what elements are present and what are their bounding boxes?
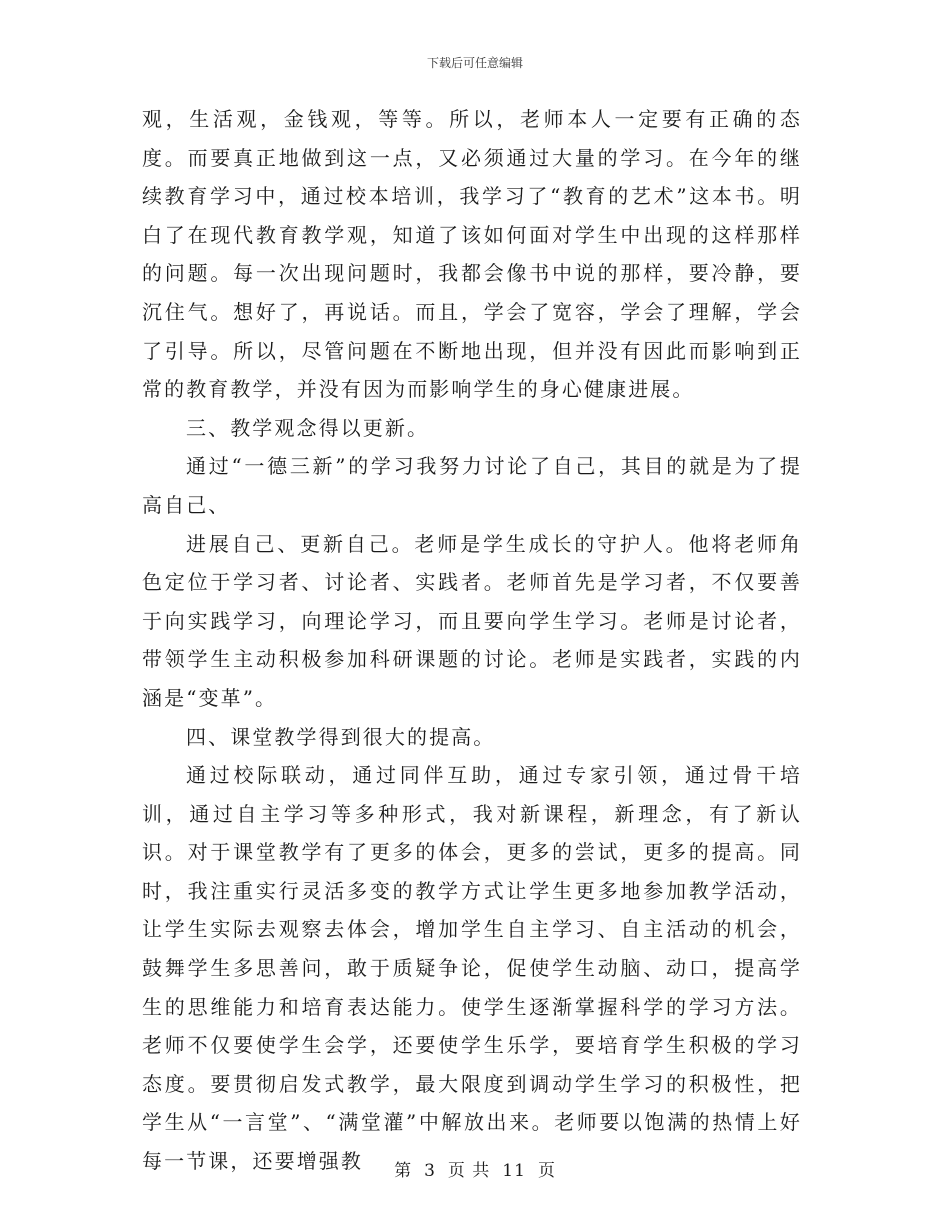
paragraph-4: 通过校际联动，通过同伴互助，通过专家引领，通过骨干培训，通过自主学习等多种形式，我对新课程，新理念，有了新认识。对于课堂教学有了更多的体会，更多的尝试，更多的提高。同时，我注重实行灵活多变的教学方式让学生更多地参加教学活动，让学生实际去观察去体会，增加学生自主学习、自主活动的机会，鼓舞学生多思善问，敢于质疑争论，促使学生动脑、动口，提高学生的思维能力和培育表达能力。使学生逐渐掌握科学的学习方法。老师不仅要使学生会学，还要使学生乐学，要培育学生积极的学习态度。要贯彻启发式教学，最大限度到调动学生学习的积极性，把学生从“一言堂”、“满堂灌”中解放出来。老师要以饱满的热情上好每一节课，还要增强教: [142, 763, 802, 1174]
section-heading-3: 三、教学观念得以更新。: [186, 415, 430, 440]
page-footer: [0, 1156, 950, 1181]
document-body: [142, 100, 802, 1181]
footer-suffix: 页: [537, 1161, 556, 1181]
footer-middle: 页 共: [447, 1161, 491, 1181]
paragraph-1: 观，生活观，金钱观，等等。所以，老师本人一定要有正确的态度。而要真正地做到这一点，又必须通过大量的学习。在今年的继续教育学习中，通过校本培训，我学习了“教育的艺术”这本书。明白了在现代教育教学观，知道了该如何面对学生中出现的这样那样的问题。每一次出现问题时，我都会像书中说的那样，要冷静，要沉住气。想好了，再说话。而且，学会了宽容，学会了理解，学会了引导。所以，尽管问题在不断地出现，但并没有因此而影响到正常的教育教学，并没有因为而影响学生的身心健康进展。: [142, 107, 802, 402]
footer-prefix: 第: [394, 1161, 413, 1181]
footer-total-pages: 11: [502, 1161, 526, 1181]
section-heading-4: 四、课堂教学得到很大的提高。: [186, 724, 496, 749]
footer-current-page: 3: [424, 1161, 436, 1181]
paragraph-3: 进展自己、更新自己。老师是学生成长的守护人。他将老师角色定位于学习者、讨论者、实践者。老师首先是学习者，不仅要善于向实践学习，向理论学习，而且要向学生学习。老师是讨论者，带领学生主动积极参加科研课题的讨论。老师是实践者，实践的内涵是“变革”。: [142, 531, 802, 710]
page-header: 下载后可任意编辑: [426, 56, 523, 70]
paragraph-2: 通过“一德三新”的学习我努力讨论了自己，其目的就是为了提高自己、: [142, 454, 802, 517]
